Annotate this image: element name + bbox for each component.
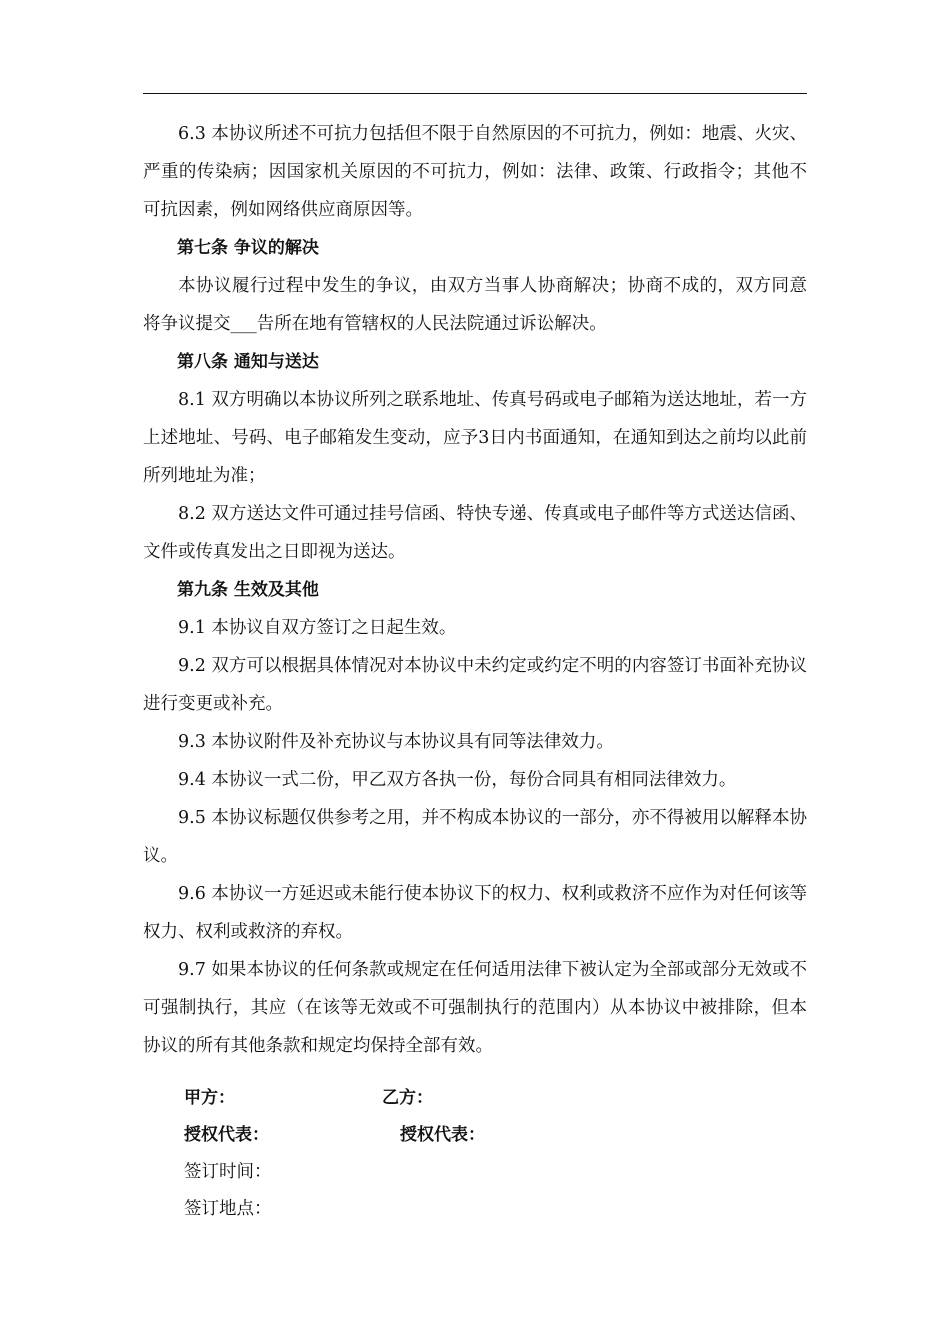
header-rule: [143, 93, 807, 94]
party-a-label: 甲方：: [184, 1088, 235, 1108]
clause-9-2: 9.2 双方可以根据具体情况对本协议中未约定或约定不明的内容签订书面补充协议进行变更或补充。: [143, 656, 807, 714]
clause-9-7: 9.7 如果本协议的任何条款或规定在任何适用法律下被认定为全部或部分无效或不可强制执行，其应（在该等无效或不可强制执行的范围内）从本协议中被排除，但本协议的所有其他条款和规定均保持全部有效。: [143, 960, 807, 1056]
clause-8-1: 8.1 双方明确以本协议所列之联系地址、传真号码或电子邮箱为送达地址，若一方上述地址、号码、电子邮箱发生变动，应予3日内书面通知，在通知到达之前均以此前所列地址为准；: [143, 390, 807, 486]
clause-9-6: 9.6 本协议一方延迟或未能行使本协议下的权力、权利或救济不应作为对任何该等权力、权利或救济的弃权。: [143, 884, 807, 942]
sign-time-row: [184, 1154, 684, 1191]
party-b-label: 乙方：: [382, 1088, 433, 1108]
clause-9-5: 9.5 本协议标题仅供参考之用，并不构成本协议的一部分，亦不得被用以解释本协议。: [143, 808, 807, 866]
clause-9-3: 9.3 本协议附件及补充协议与本协议具有同等法律效力。: [178, 732, 614, 752]
rep-b-label: 授权代表：: [400, 1125, 485, 1145]
clause-9-4: 9.4 本协议一式二份，甲乙双方各执一份，每份合同具有相同法律效力。: [178, 770, 737, 790]
sign-place-label: 签订地点：: [184, 1199, 272, 1219]
sign-place-row: [184, 1191, 684, 1228]
rep-a-label: 授权代表：: [184, 1125, 269, 1145]
article-8-heading: 第八条 通知与送达: [177, 352, 319, 372]
clause-9-1: 9.1 本协议自双方签订之日起生效。: [178, 618, 457, 638]
party-row: [184, 1080, 684, 1117]
representative-row: [184, 1117, 684, 1154]
clause-8-2: 8.2 双方送达文件可通过挂号信函、特快专递、传真或电子邮件等方式送达信函、文件或传真发出之日即视为送达。: [143, 504, 807, 562]
document-body: [143, 115, 807, 1065]
article-7-heading: 第七条 争议的解决: [177, 238, 319, 258]
clause-7-body: 本协议履行过程中发生的争议，由双方当事人协商解决；协商不成的，双方同意将争议提交___告所在地有管辖权的人民法院通过诉讼解决。: [143, 276, 807, 334]
clause-6-3: 6.3 本协议所述不可抗力包括但不限于自然原因的不可抗力，例如：地震、火灾、严重的传染病；因国家机关原因的不可抗力，例如：法律、政策、行政指令；其他不可抗因素，例如网络供应商原因等。: [143, 124, 807, 220]
signature-block: [184, 1080, 684, 1228]
sign-time-label: 签订时间：: [184, 1162, 272, 1182]
article-9-heading: 第九条 生效及其他: [177, 580, 319, 600]
